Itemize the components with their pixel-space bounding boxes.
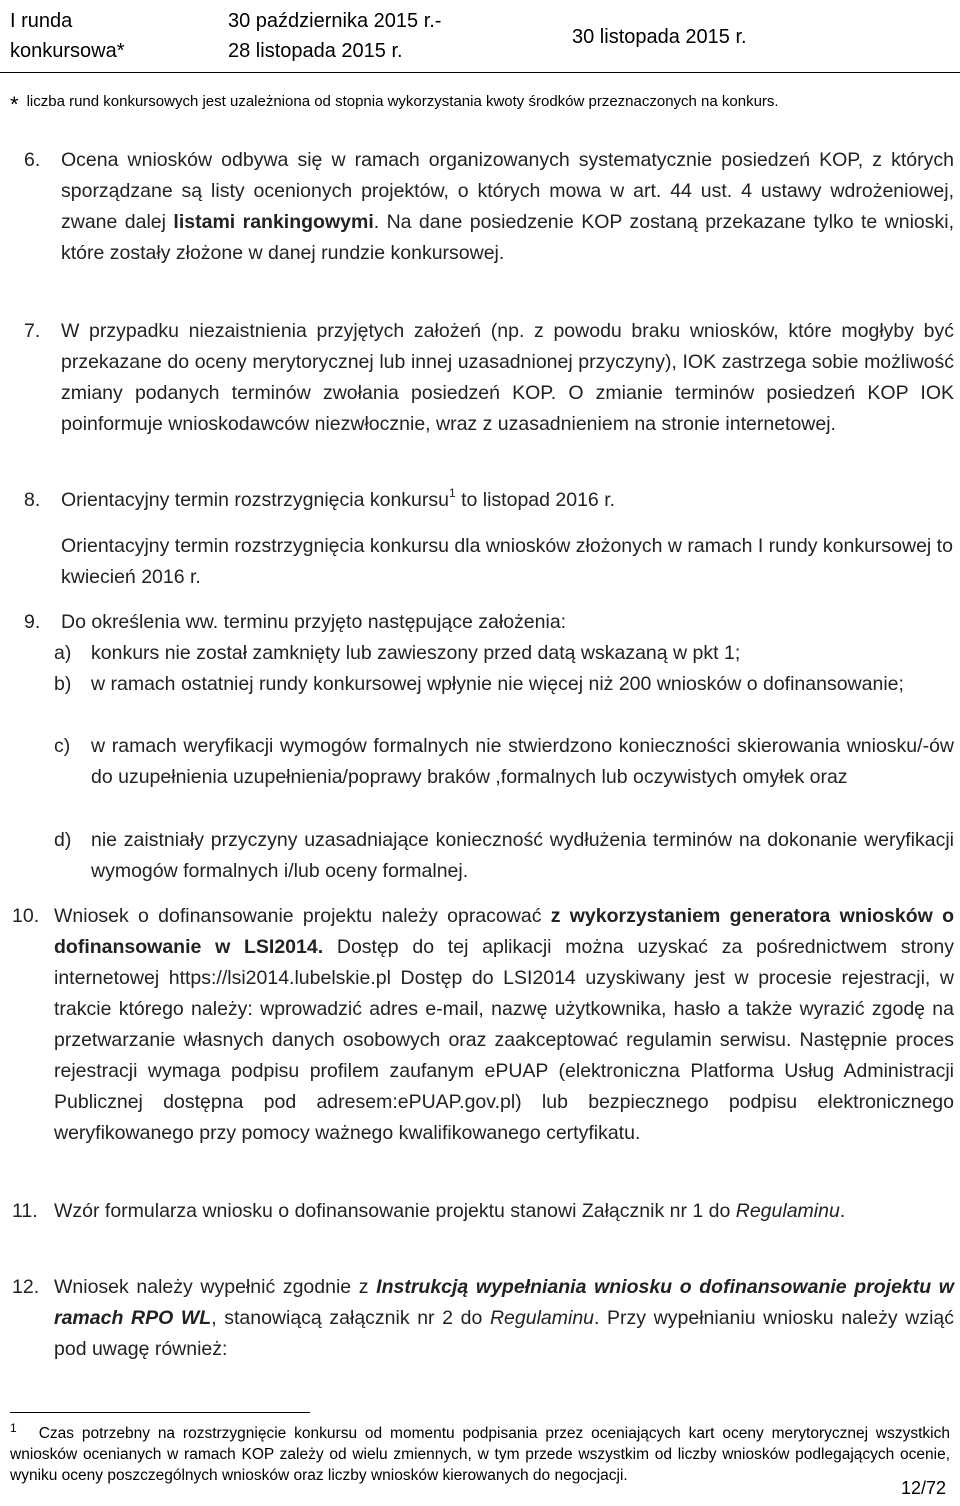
- instrukcja-ref: Instrukcją wypełniania wniosku o dofinansowanie projektu w ramach RPO WL: [54, 1276, 954, 1329]
- rounds-note: [10, 92, 950, 117]
- regulamin-ref: Regulaminu: [735, 1200, 840, 1222]
- item-8-text-part1: Orientacyjny termin rozstrzygnięcia konkursu: [61, 489, 449, 511]
- item-6-number: 6.: [24, 149, 41, 171]
- item-6-text-part1: Ocena wniosków odbywa się w ramach organizowanych systematycznie posiedzeń KOP, z których sporządzane są listy ocenionych projektów, o których mowa w art. 44 ust. 4 ustawy wdrożeniowej, zwane dalej: [61, 149, 954, 233]
- meeting-date-cell: 30 listopada 2015 r.: [572, 26, 747, 48]
- asterisk: *: [10, 92, 19, 117]
- schedule-table-row: [0, 0, 960, 76]
- sub-c-text: w ramach weryfikacji wymogów formalnych nie stwierdzono konieczności skierowania wniosku/-ów do uzupełnienia uzupełnienia/poprawy braków ,formalnych lub oczywistych omyłek oraz: [91, 735, 954, 788]
- item-10-text: [54, 901, 954, 1149]
- submission-period-cell: [228, 6, 548, 66]
- sub-c-letter: c): [54, 735, 71, 757]
- item-6-text-part2: . Na dane posiedzenie KOP zostaną przekazane tylko te wnioski, które zostały złożone w danej rundzie konkursowej.: [61, 211, 954, 264]
- item-11-text: [54, 1196, 954, 1227]
- item-8-text-part2: to listopad 2016 r.: [455, 489, 616, 511]
- sub-d-text: nie zaistniały przyczyny uzasadniające konieczność wydłużenia terminów na dokonanie weryfikacji wymogów formalnych i/lub oceny formalnej.: [91, 829, 954, 882]
- period-end: 28 listopada 2015 r.: [228, 40, 403, 62]
- item-7-number: 7.: [24, 320, 41, 342]
- sub-b-letter: b): [54, 673, 72, 695]
- round-label-line1: I runda: [10, 10, 73, 32]
- item-12-text-part1: Wniosek należy wypełnić zgodnie z: [54, 1276, 377, 1298]
- item-11-number: 11.: [12, 1200, 38, 1222]
- footnote-separator: [10, 1412, 310, 1413]
- item-12-text: [54, 1272, 954, 1365]
- rounds-note-text: liczba rund konkursowych jest uzależniona od stopnia wykorzystania kwoty środków przeznaczonych na konkurs.: [26, 93, 779, 110]
- footnote: [10, 1423, 950, 1486]
- item-8-number: 8.: [24, 489, 41, 511]
- round-label-line2: konkursowa*: [10, 40, 125, 62]
- item-10-text-part1: Wniosek o dofinansowanie projektu należy opracować: [54, 905, 551, 927]
- regulamin-ref-2: Regulaminu: [489, 1307, 595, 1329]
- item-8-text: [61, 485, 954, 516]
- item-12-text-part2: , stanowiącą załącznik nr 2 do: [211, 1307, 490, 1329]
- item-8-second-paragraph: Orientacyjny termin rozstrzygnięcia konkursu dla wniosków złożonych w ramach I rundy konkursowej to kwiecień 2016 r.: [61, 535, 953, 588]
- listy-rankingowe-term: listami rankingowymi: [173, 211, 374, 233]
- item-6-text: [61, 145, 954, 269]
- item-11-text-part2: .: [839, 1200, 846, 1222]
- item-12-text-part3: . Przy wypełnianiu wniosku należy wziąć pod uwagę również:: [54, 1307, 954, 1360]
- sub-d-letter: d): [54, 829, 72, 851]
- page-number: 12/72: [900, 1478, 946, 1498]
- sub-b-text: w ramach ostatniej rundy konkursowej wpłynie nie więcej niż 200 wniosków o dofinansowanie;: [91, 673, 904, 695]
- footnote-ref: 1: [448, 486, 456, 500]
- item-9-text: Do określenia ww. terminu przyjęto następujące założenia:: [61, 611, 567, 633]
- generator-term: z wykorzystaniem generatora wniosków o dofinansowanie w LSI2014.: [54, 905, 954, 958]
- item-9-number: 9.: [24, 611, 41, 633]
- round-cell: [10, 6, 210, 66]
- sub-a-text: konkurs nie został zamknięty lub zawieszony przed datą wskazaną w pkt 1;: [91, 642, 741, 664]
- period-start: 30 października 2015 r.-: [228, 10, 442, 32]
- item-7-text: W przypadku niezaistnienia przyjętych założeń (np. z powodu braku wniosków, które mogłyby być przekazane do oceny merytorycznej lub innej uzasadnionej przyczyny), IOK zastrzega sobie możliwość zmiany podanych terminów zwołania posiedzeń KOP. O zmianie terminów posiedzeń KOP IOK poinformuje wnioskodawców niezwłocznie, wraz z uzasadnieniem na stronie internetowej.: [61, 320, 954, 435]
- sub-a-letter: a): [54, 642, 72, 664]
- footnote-text: Czas potrzebny na rozstrzygnięcie konkursu od momentu podpisania przez oceniających kart oceny merytorycznej wszystkich wniosków ocenianych w ramach KOP zależy od wielu zmiennych, w tym przede wszystkim od liczby wniosków podlegających ocenie, wyniku oceny poszczególnych wniosków oraz liczby wniosków kierowanych do negocjacji.: [10, 1425, 950, 1484]
- item-11-text-part1: Wzór formularza wniosku o dofinansowanie projektu stanowi Załącznik nr 1 do: [54, 1200, 736, 1222]
- table-bottom-border: [0, 72, 960, 73]
- item-10-number: 10.: [12, 905, 40, 927]
- item-10-text-part2: Dostęp do tej aplikacji można uzyskać za pośrednictwem strony internetowej https://lsi2014.lubelskie.pl Dostęp do LSI2014 uzyskiwany jest w procesie rejestracji, w trakcie którego należy: wprowadzić adres e-mail, nazwę użytkownika, hasło a także wyrazić zgodę na przetwarzanie własnych danych osobowych oraz zaakceptować regulamin serwisu. Następnie proces rejestracji wymaga podpisu profilem zaufanym ePUAP (elektroniczna Platforma Usług Administracji Publicznej dostępna pod adresem:ePUAP.gov.pl) lub bezpiecznego podpisu elektronicznego weryfikowanego przy pomocy ważnego kwalifikowanego certyfikatu.: [54, 936, 954, 1144]
- footnote-marker: 1: [10, 1421, 17, 1435]
- item-12-number: 12.: [12, 1276, 40, 1298]
